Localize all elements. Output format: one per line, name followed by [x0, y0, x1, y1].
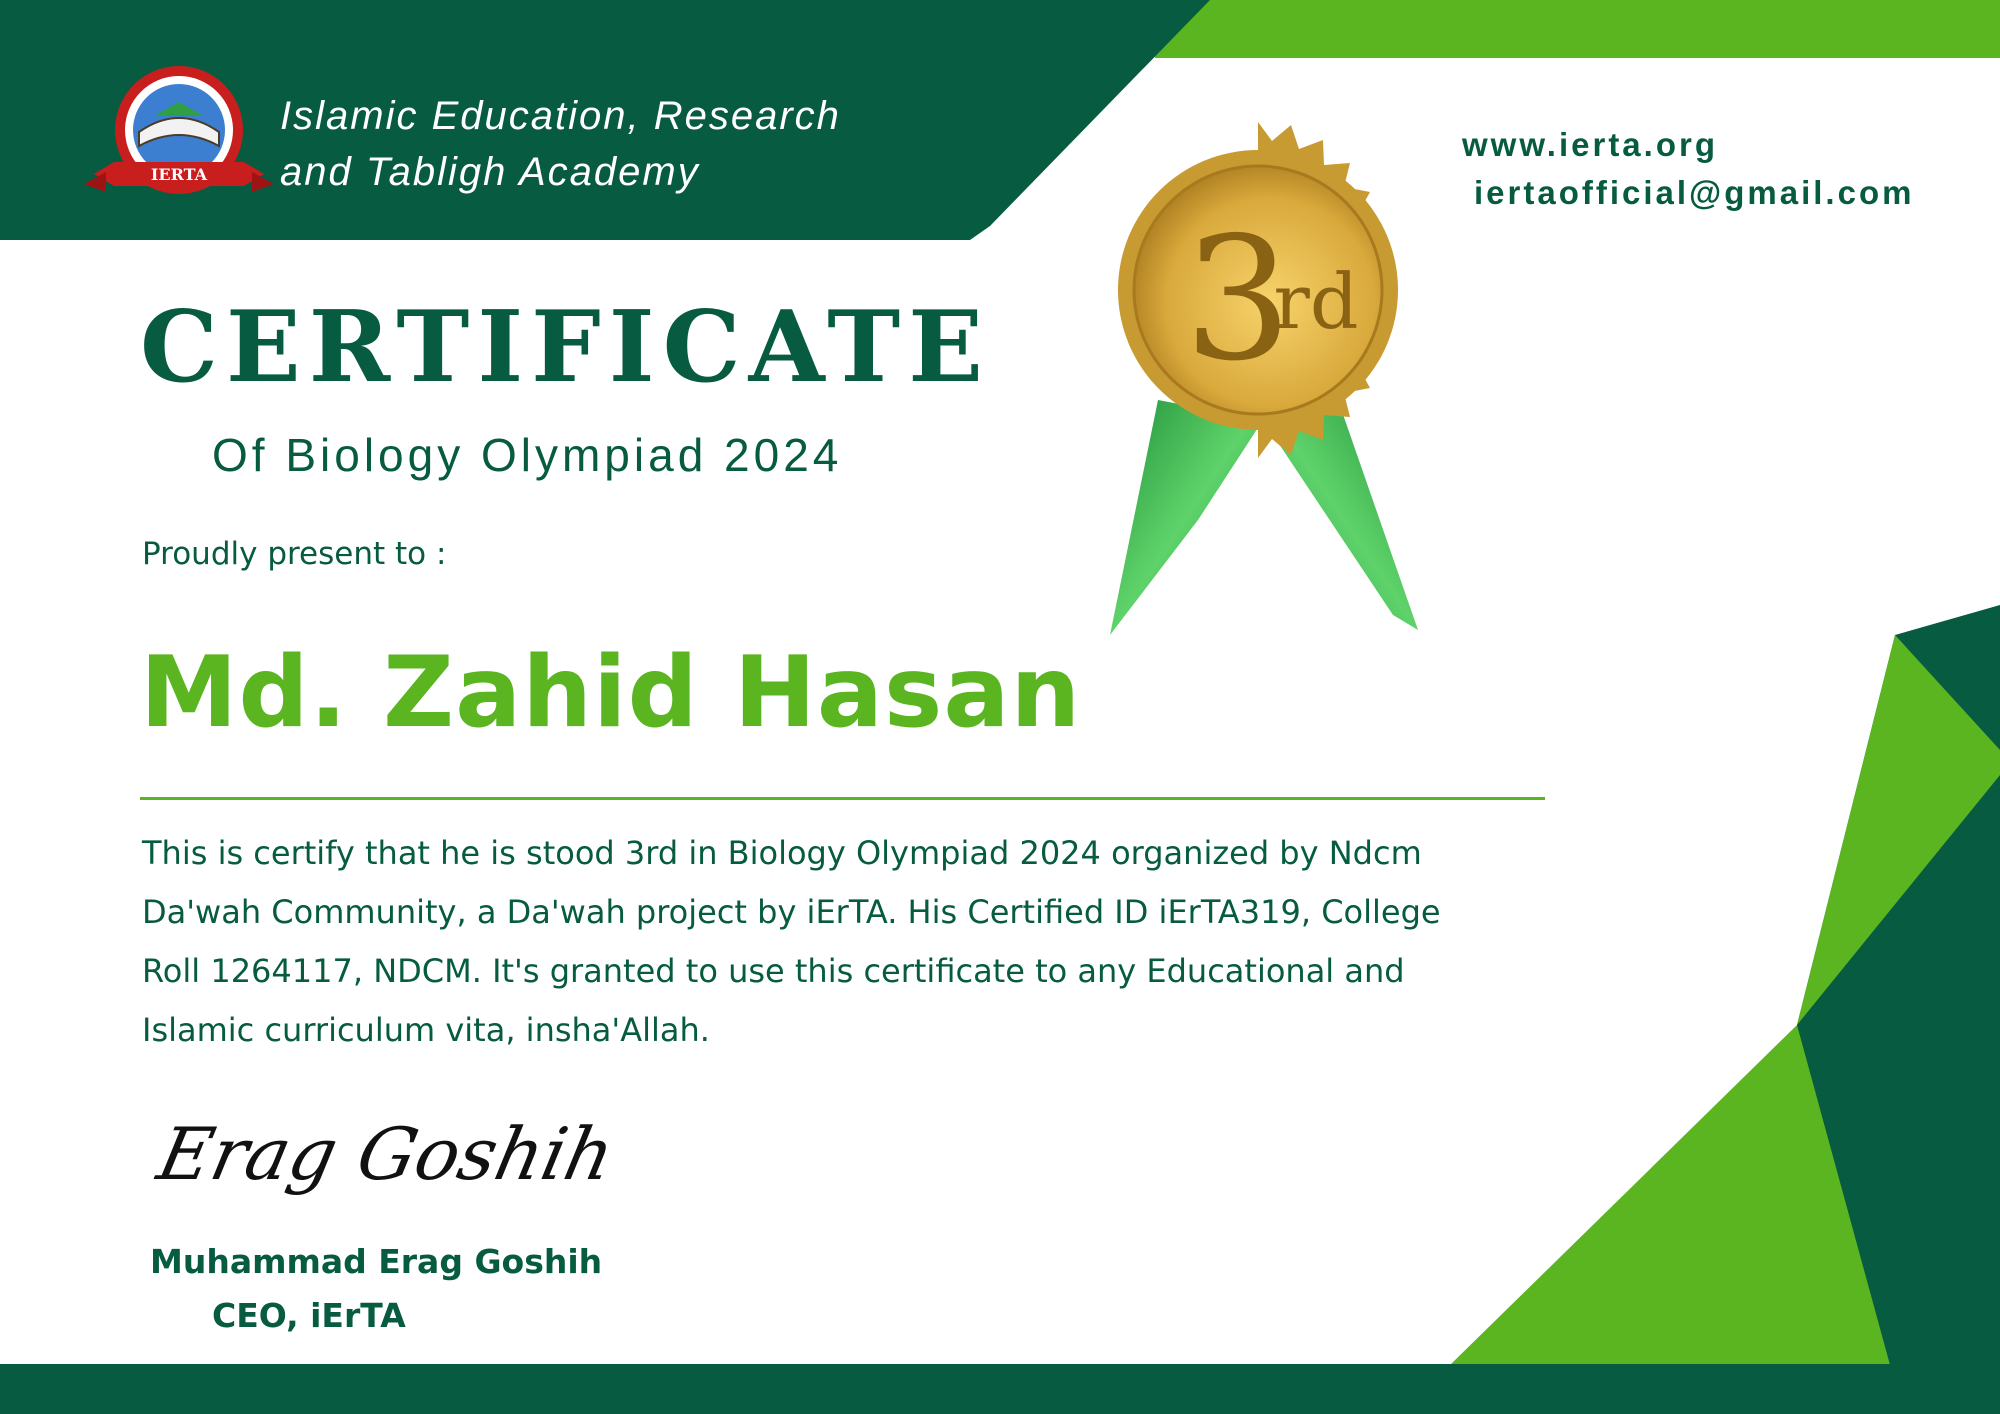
body-line-3: Roll 1264117, NDCM. It's granted to use this certificate to any Educational and [142, 952, 1405, 990]
name-underline [140, 797, 1545, 800]
present-label: Proudly present to : [142, 536, 447, 572]
signatory-role: CEO, iErTA [212, 1296, 406, 1335]
medal-rank-number: 3 [1183, 201, 1293, 399]
ierta-logo [84, 54, 274, 216]
body-line-4: Islamic curriculum vita, insha'Allah. [142, 1011, 710, 1049]
bottom-dark-green-band [0, 1364, 2000, 1414]
certificate-title: CERTIFICATE [140, 290, 991, 405]
top-light-green-band [1150, 0, 2000, 58]
medal-rank-suffix: rd [1273, 257, 1359, 346]
website-link[interactable]: www.ierta.org [1462, 126, 1718, 163]
body-line-1: This is certify that he is stood 3rd in Biology Olympiad 2024 organized by Ndcm [142, 834, 1422, 872]
signature: Erag Goshih [151, 1112, 622, 1196]
email-link[interactable]: iertaofficial@gmail.com [1474, 174, 1915, 211]
org-name-line1: Islamic Education, Research [280, 94, 841, 138]
certificate-subtitle: Of Biology Olympiad 2024 [212, 429, 843, 481]
ribbon-left [1110, 400, 1263, 635]
certificate-body [142, 824, 1602, 1060]
recipient-name: Md. Zahid Hasan [140, 636, 1082, 750]
org-name-line2: and Tabligh Academy [280, 150, 700, 194]
body-line-2: Da'wah Community, a Da'wah project by iErTA. His Certified ID iErTA319, College [142, 893, 1441, 931]
third-place-medal [1088, 120, 1428, 640]
logo-text: IERTA [150, 165, 208, 184]
signatory-name: Muhammad Erag Goshih [150, 1242, 603, 1281]
